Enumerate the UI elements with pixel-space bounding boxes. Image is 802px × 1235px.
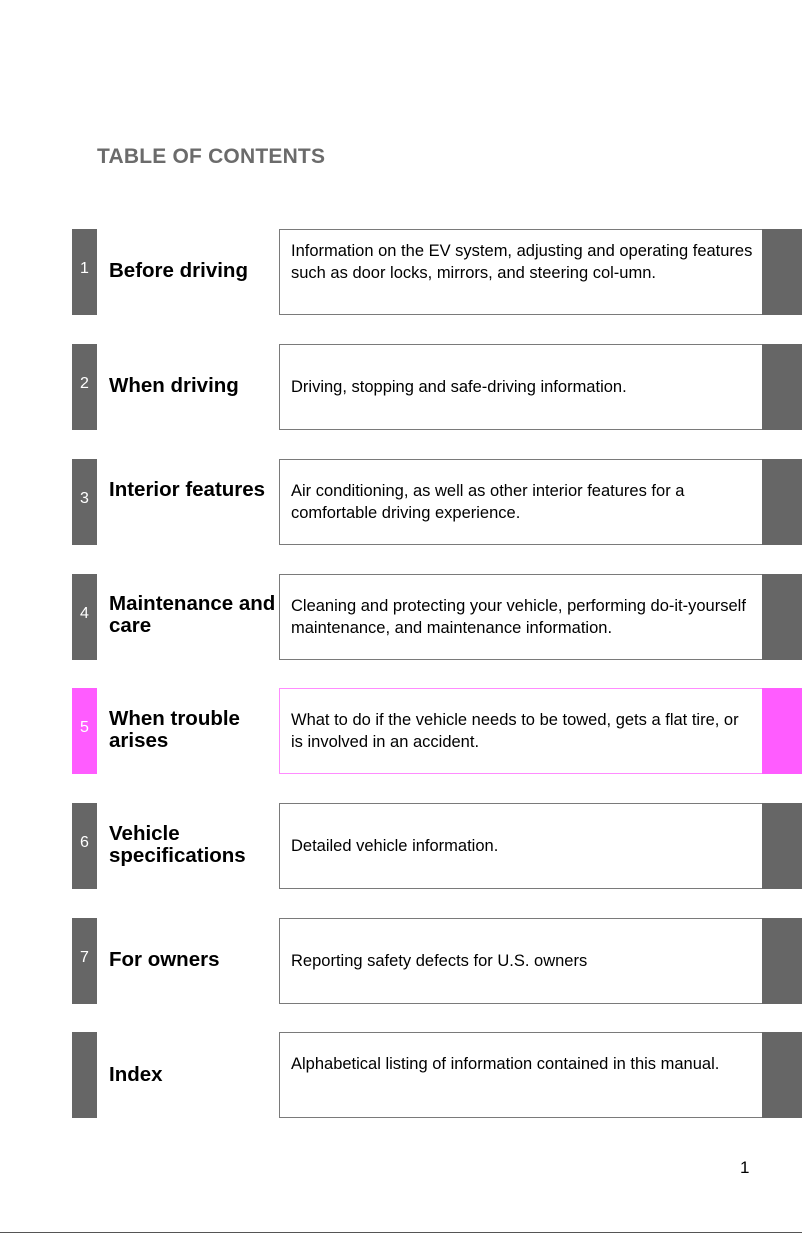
chapter-side-tab[interactable] [762,574,802,660]
chapter-number-tab[interactable] [72,574,97,660]
chapter-number: 5 [80,719,89,736]
bottom-divider [0,1232,802,1233]
chapter-number: 7 [80,949,89,966]
chapter-description-box [279,459,763,545]
chapter-number: 3 [80,490,89,507]
chapter-side-tab[interactable] [762,459,802,545]
chapter-number-tab[interactable] [72,803,97,889]
chapter-description: Air conditioning, as well as other interior features for a comfortable driving experience. [291,482,685,522]
chapter-side-tab[interactable] [762,344,802,430]
chapter-description: Alphabetical listing of information contained in this manual. [291,1055,720,1073]
toc-row-when-trouble-arises[interactable] [72,688,802,774]
toc-row-interior-features[interactable] [72,459,802,545]
chapter-title[interactable]: When trouble arises [109,707,240,752]
chapter-description-box [279,803,763,889]
chapter-number-tab[interactable] [72,459,97,545]
chapter-title[interactable]: Vehicle specifications [109,822,246,867]
toc-row-index[interactable] [72,1032,802,1118]
toc-row-maintenance-and-care[interactable] [72,574,802,660]
chapter-title[interactable]: Before driving [109,259,248,282]
chapter-number: 6 [80,834,89,851]
chapter-description: Driving, stopping and safe-driving information. [291,378,627,396]
chapter-description: Detailed vehicle information. [291,837,499,855]
toc-row-for-owners[interactable] [72,918,802,1004]
chapter-number-tab[interactable] [72,688,97,774]
chapter-number-tab[interactable] [72,229,97,315]
chapter-description: Information on the EV system, adjusting and operating features such as door locks, mirrors, and steering col-umn. [291,242,753,282]
toc-row-before-driving[interactable] [72,229,802,315]
chapter-side-tab[interactable] [762,1032,802,1118]
chapter-side-tab[interactable] [762,803,802,889]
chapter-title[interactable]: When driving [109,374,239,397]
chapter-description-box [279,1032,763,1118]
toc-row-when-driving[interactable] [72,344,802,430]
chapter-description-box [279,344,763,430]
page-number: 1 [740,1158,750,1177]
chapter-description-box [279,574,763,660]
chapter-description-box [279,229,763,315]
chapter-description-box [279,688,763,774]
chapter-title[interactable]: For owners [109,948,220,971]
chapter-side-tab[interactable] [762,918,802,1004]
chapter-description-box [279,918,763,1004]
chapter-description: Reporting safety defects for U.S. owners [291,952,588,970]
chapter-number: 1 [80,260,89,277]
chapter-number: 4 [80,605,89,622]
page-title: TABLE OF CONTENTS [97,145,326,168]
chapter-description: What to do if the vehicle needs to be towed, gets a flat tire, or is involved in an accident. [291,711,739,751]
chapter-number-tab[interactable] [72,918,97,1004]
chapter-number-tab[interactable] [72,344,97,430]
toc-row-vehicle-specifications[interactable] [72,803,802,889]
chapter-number: 2 [80,375,89,392]
chapter-side-tab[interactable] [762,229,802,315]
chapter-number-tab[interactable] [72,1032,97,1118]
chapter-title[interactable]: Maintenance and care [109,592,276,637]
chapter-title[interactable]: Index [109,1063,163,1086]
chapter-side-tab[interactable] [762,688,802,774]
chapter-description: Cleaning and protecting your vehicle, performing do-it-yourself maintenance, and maintenance information. [291,597,746,637]
chapter-title[interactable]: Interior features [109,478,266,501]
